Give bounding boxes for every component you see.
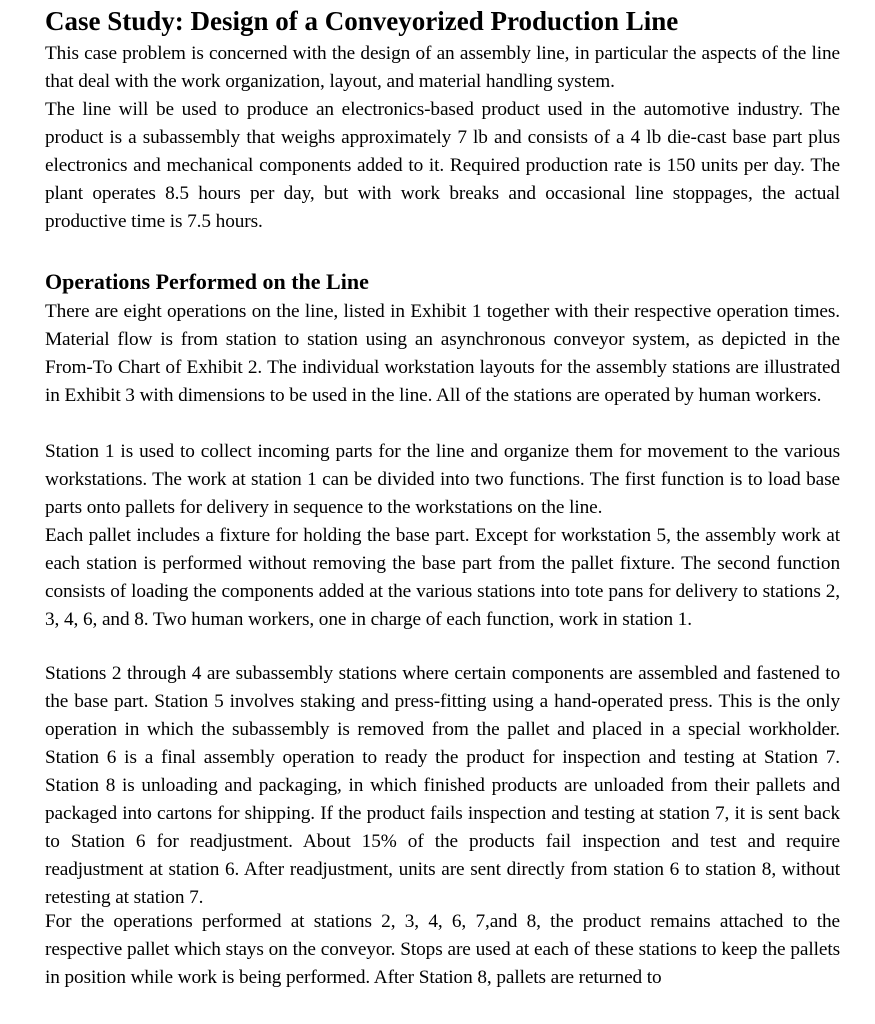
page-title: Case Study: Design of a Conveyorized Production Line [45,6,679,36]
intro-paragraph-2: The line will be used to produce an electronics-based product used in the automotive industry. The product is a subassembly that weighs approximately 7 lb and consists of a 4 lb die-cast base part plus electronics and mechanical components added to it. Required production rate is 150 units per day. The plant operates 8.5 hours per day, but with work breaks and occasional line stoppages, the actual productive time is 7.5 hours. [45,99,840,232]
section-heading: Operations Performed on the Line [45,269,369,294]
operations-paragraph-5: For the operations performed at stations 2, 3, 4, 6, 7,and 8, the product remains attached to the respective pallet which stays on the conveyor. Stops are used at each of these stations to keep the pallets in position while work is being performed. After Station 8, pallets are returned to [45,911,840,988]
operations-paragraph-2: Station 1 is used to collect incoming parts for the line and organize them for movement to the various workstations. The work at station 1 can be divided into two functions. The first function is to load base parts onto pallets for delivery in sequence to the workstations on the line. [45,441,840,518]
operations-paragraph-4: Stations 2 through 4 are subassembly stations where certain components are assembled and fastened to the base part. Station 5 involves staking and press-fitting using a hand-operated press. This is the only operation in which the subassembly is removed from the pallet and placed in a special workholder. Station 6 is a final assembly operation to ready the product for inspection and testing at Station 7. Station 8 is unloading and packaging, in which finished products are unloaded from their pallets and packaged into cartons for shipping. If the product fails inspection and testing at station 7, it is sent back to Station 6 for readjustment. About 15% of the products fail inspection and test and require readjustment at station 6. After readjustment, units are sent directly from station 6 to station 8, without retesting at station 7. [45,663,840,908]
intro-paragraph-1: This case problem is concerned with the design of an assembly line, in particular the aspects of the line that deal with the work organization, layout, and material handling system. [45,43,840,92]
operations-paragraph-3: Each pallet includes a fixture for holding the base part. Except for workstation 5, the assembly work at each station is performed without removing the base part from the pallet fixture. The second function consists of loading the components added at the various stations into tote pans for delivery to stations 2, 3, 4, 6, and 8. Two human workers, one in charge of each function, work in station 1. [45,525,840,630]
operations-paragraph-1: There are eight operations on the line, listed in Exhibit 1 together with their respective operation times. Material flow is from station to station using an asynchronous conveyor system, as depicted in the From-To Chart of Exhibit 2. The individual workstation layouts for the assembly stations are illustrated in Exhibit 3 with dimensions to be used in the line. All of the stations are operated by human workers. [45,301,840,406]
